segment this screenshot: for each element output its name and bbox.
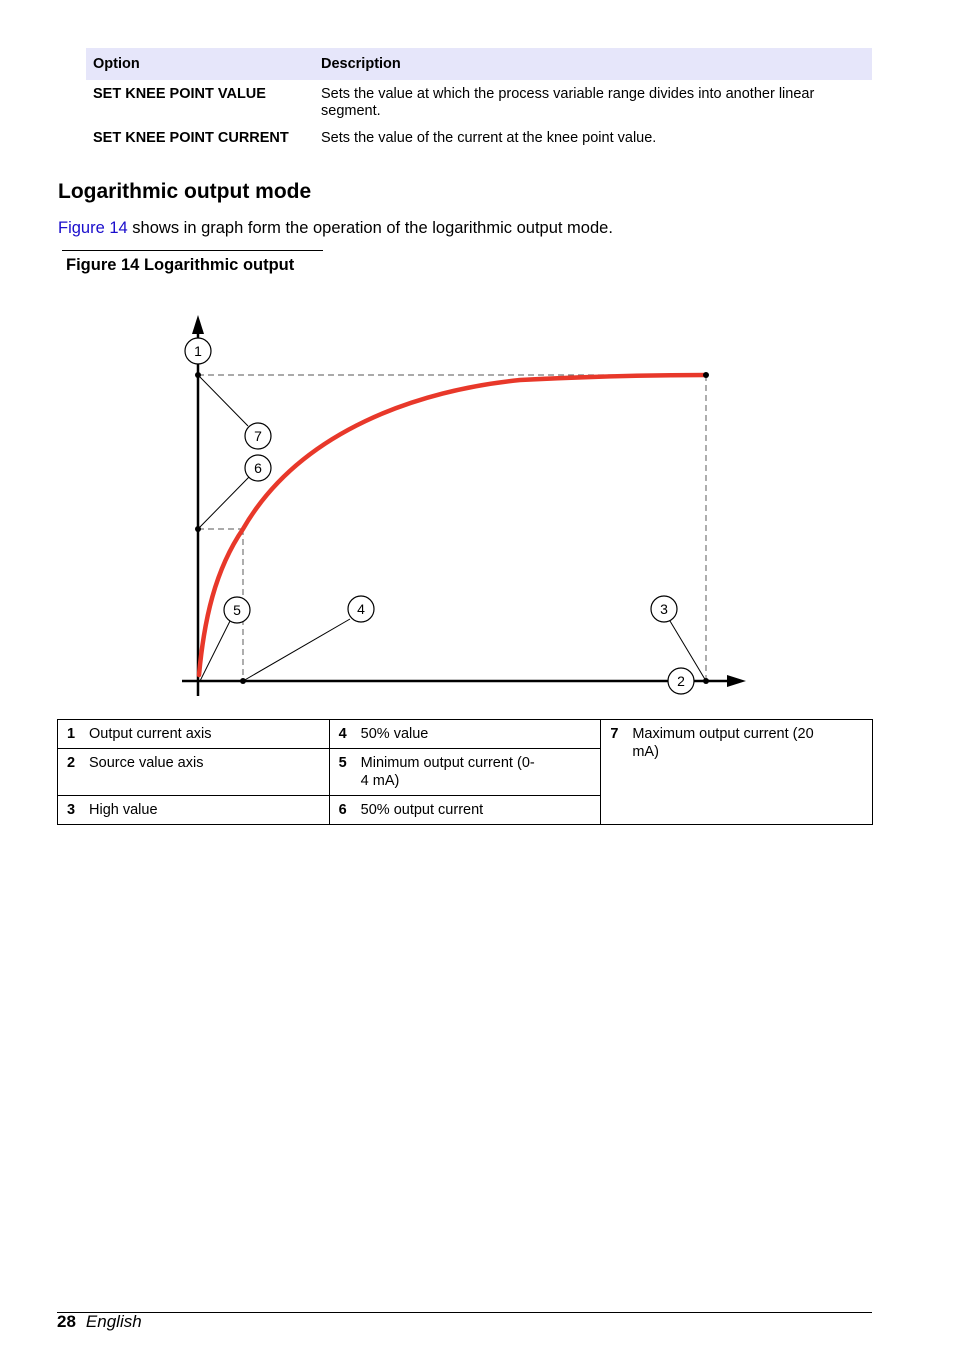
legend-item (601, 720, 873, 825)
option-name: SET KNEE POINT VALUE (93, 86, 266, 102)
legend-number: 6 (338, 802, 347, 818)
legend-text: Minimum output current (0-4 mA) (360, 755, 535, 789)
figure-link[interactable]: Figure 14 (58, 219, 128, 237)
callout-label: 6 (254, 460, 262, 476)
option-column-header: Option (86, 48, 314, 80)
legend-item (329, 749, 601, 796)
option-description: Sets the value at which the process variable range divides into another linear segment. (321, 86, 815, 119)
legend-number: 4 (338, 726, 347, 742)
footer-language: English (85, 1312, 142, 1331)
callout-label: 7 (254, 428, 262, 444)
footer-rule (57, 1312, 872, 1313)
legend-item (58, 749, 330, 796)
legend-number: 7 (610, 726, 619, 742)
page-footer (57, 1312, 142, 1332)
section-heading: Logarithmic output mode (58, 180, 312, 203)
leader-line-7 (198, 375, 248, 426)
leader-line-4 (243, 619, 350, 681)
legend-text: High value (89, 802, 158, 818)
figure-caption: Figure 14 Logarithmic output (66, 256, 295, 274)
source-axis-arrowhead (727, 675, 746, 687)
callout-7 (245, 423, 271, 449)
legend-text: Output current axis (89, 726, 212, 742)
callout-6 (245, 455, 271, 481)
intro-text: shows in graph form the operation of the logarithmic output mode. (127, 219, 613, 237)
callout-1 (185, 338, 211, 364)
legend-number: 5 (338, 755, 347, 771)
callout-label: 2 (677, 673, 685, 689)
legend-item (58, 796, 330, 825)
legend-text: 50% value (360, 726, 429, 742)
figure-legend (57, 719, 873, 825)
legend-text: Maximum output current (20 mA) (632, 726, 814, 760)
callout-label: 4 (357, 601, 365, 617)
callout-label: 5 (233, 602, 241, 618)
legend-item (329, 720, 601, 749)
output-axis-arrowhead (192, 315, 204, 334)
legend-row (58, 720, 873, 749)
page-number: 28 (57, 1312, 76, 1331)
callout-4 (348, 596, 374, 622)
option-name: SET KNEE POINT CURRENT (93, 130, 289, 146)
legend-item (58, 720, 330, 749)
legend-text: Source value axis (89, 755, 204, 771)
description-column-header: Description (314, 48, 872, 80)
legend-text: 50% output current (360, 802, 484, 818)
curve-end-point (703, 372, 709, 378)
callout-label: 3 (660, 601, 668, 617)
callout-3 (651, 596, 677, 622)
callout-5 (224, 597, 250, 623)
legend-number: 3 (67, 802, 76, 818)
leader-line-6 (198, 477, 249, 529)
callout-label: 1 (194, 343, 202, 359)
callout-2 (668, 668, 694, 694)
option-description: Sets the value of the current at the knee point value. (321, 130, 657, 146)
legend-item (329, 796, 601, 825)
logarithmic-curve (199, 375, 706, 675)
legend-number: 1 (67, 726, 76, 742)
legend-number: 2 (67, 755, 76, 771)
